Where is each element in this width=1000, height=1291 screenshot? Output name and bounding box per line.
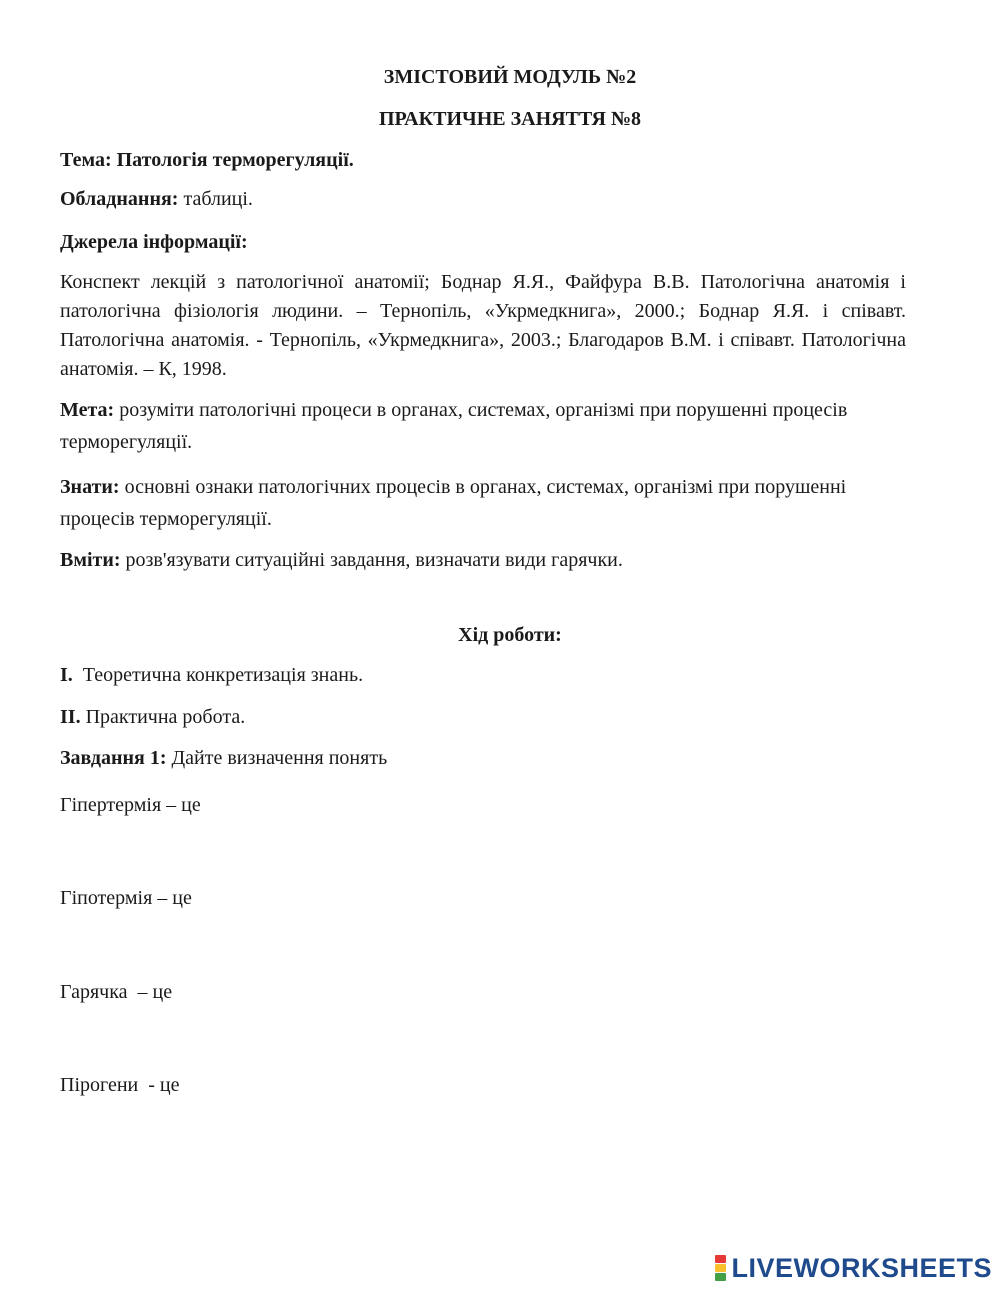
procedure-title: Хід роботи: <box>458 624 562 646</box>
task-1-label: Завдання 1: <box>60 747 167 769</box>
term-hyperthermia: Гіпертермія – це <box>60 794 201 816</box>
logo-block-red <box>715 1255 726 1263</box>
step-2-number: II. <box>60 706 81 728</box>
know-label: Знати: <box>60 476 120 498</box>
step-1 <box>60 664 363 687</box>
topic-label: Тема: Патологія терморегуляції. <box>60 149 354 171</box>
step-2 <box>60 706 245 729</box>
equipment <box>60 188 253 211</box>
step-2-text: Практична робота. <box>80 706 246 728</box>
module-heading: ЗМІСТОВИЙ МОДУЛЬ №2 <box>383 66 637 88</box>
goal-label: Мета: <box>60 399 115 421</box>
skills <box>60 549 623 572</box>
term-hypothermia: Гіпотермія – це <box>60 887 192 909</box>
lesson-heading: ПРАКТИЧНЕ ЗАНЯТТЯ №8 <box>378 108 642 130</box>
goal-text: розуміти патологічні процеси в органах, системах, організмі при порушенні процесів терморегуляції. <box>60 399 848 453</box>
equipment-value: таблиці. <box>178 188 253 210</box>
topic <box>60 149 354 172</box>
logo-blocks-icon <box>715 1255 726 1282</box>
logo-block-green <box>715 1273 726 1281</box>
know-text: основні ознаки патологічних процесів в органах, системах, організмі при порушенні процесів терморегуляції. <box>60 476 847 530</box>
step-1-number: I. <box>60 664 73 686</box>
equipment-label: Обладнання: <box>60 188 179 210</box>
logo-block-yellow <box>715 1264 726 1272</box>
term-pyrogens: Пірогени - це <box>60 1074 180 1096</box>
task-1 <box>60 747 387 770</box>
skills-label: Вміти: <box>60 549 121 571</box>
sources-heading <box>60 231 248 254</box>
sources-text: Конспект лекцій з патологічної анатомії; Боднар Я.Я., Файфура В.В. Патологічна анатомія і патологічна фізіологія людини. – Тернопіль, «Укрмедкнига», 2000.; Боднар Я.Я. і співавт. Патологічна анатомія. - Тернопіль, «Укрмедкнига», 2003.; Благодаров В.М. і співавт. Патологічна анатомія. – К, 1998. <box>60 271 906 380</box>
logo-text: LIVEWORKSHEETS <box>731 1252 992 1283</box>
term-fever: Гарячка – це <box>60 981 173 1003</box>
skills-text: розв'язувати ситуаційні завдання, визначати види гарячки. <box>120 549 623 571</box>
liveworksheets-logo <box>715 1253 992 1283</box>
know <box>60 471 906 535</box>
sources-label: Джерела інформації: <box>60 231 248 253</box>
step-1-text: Теоретична конкретизація знань. <box>72 664 364 686</box>
task-1-text: Дайте визначення понять <box>166 747 388 769</box>
goal <box>60 394 906 458</box>
